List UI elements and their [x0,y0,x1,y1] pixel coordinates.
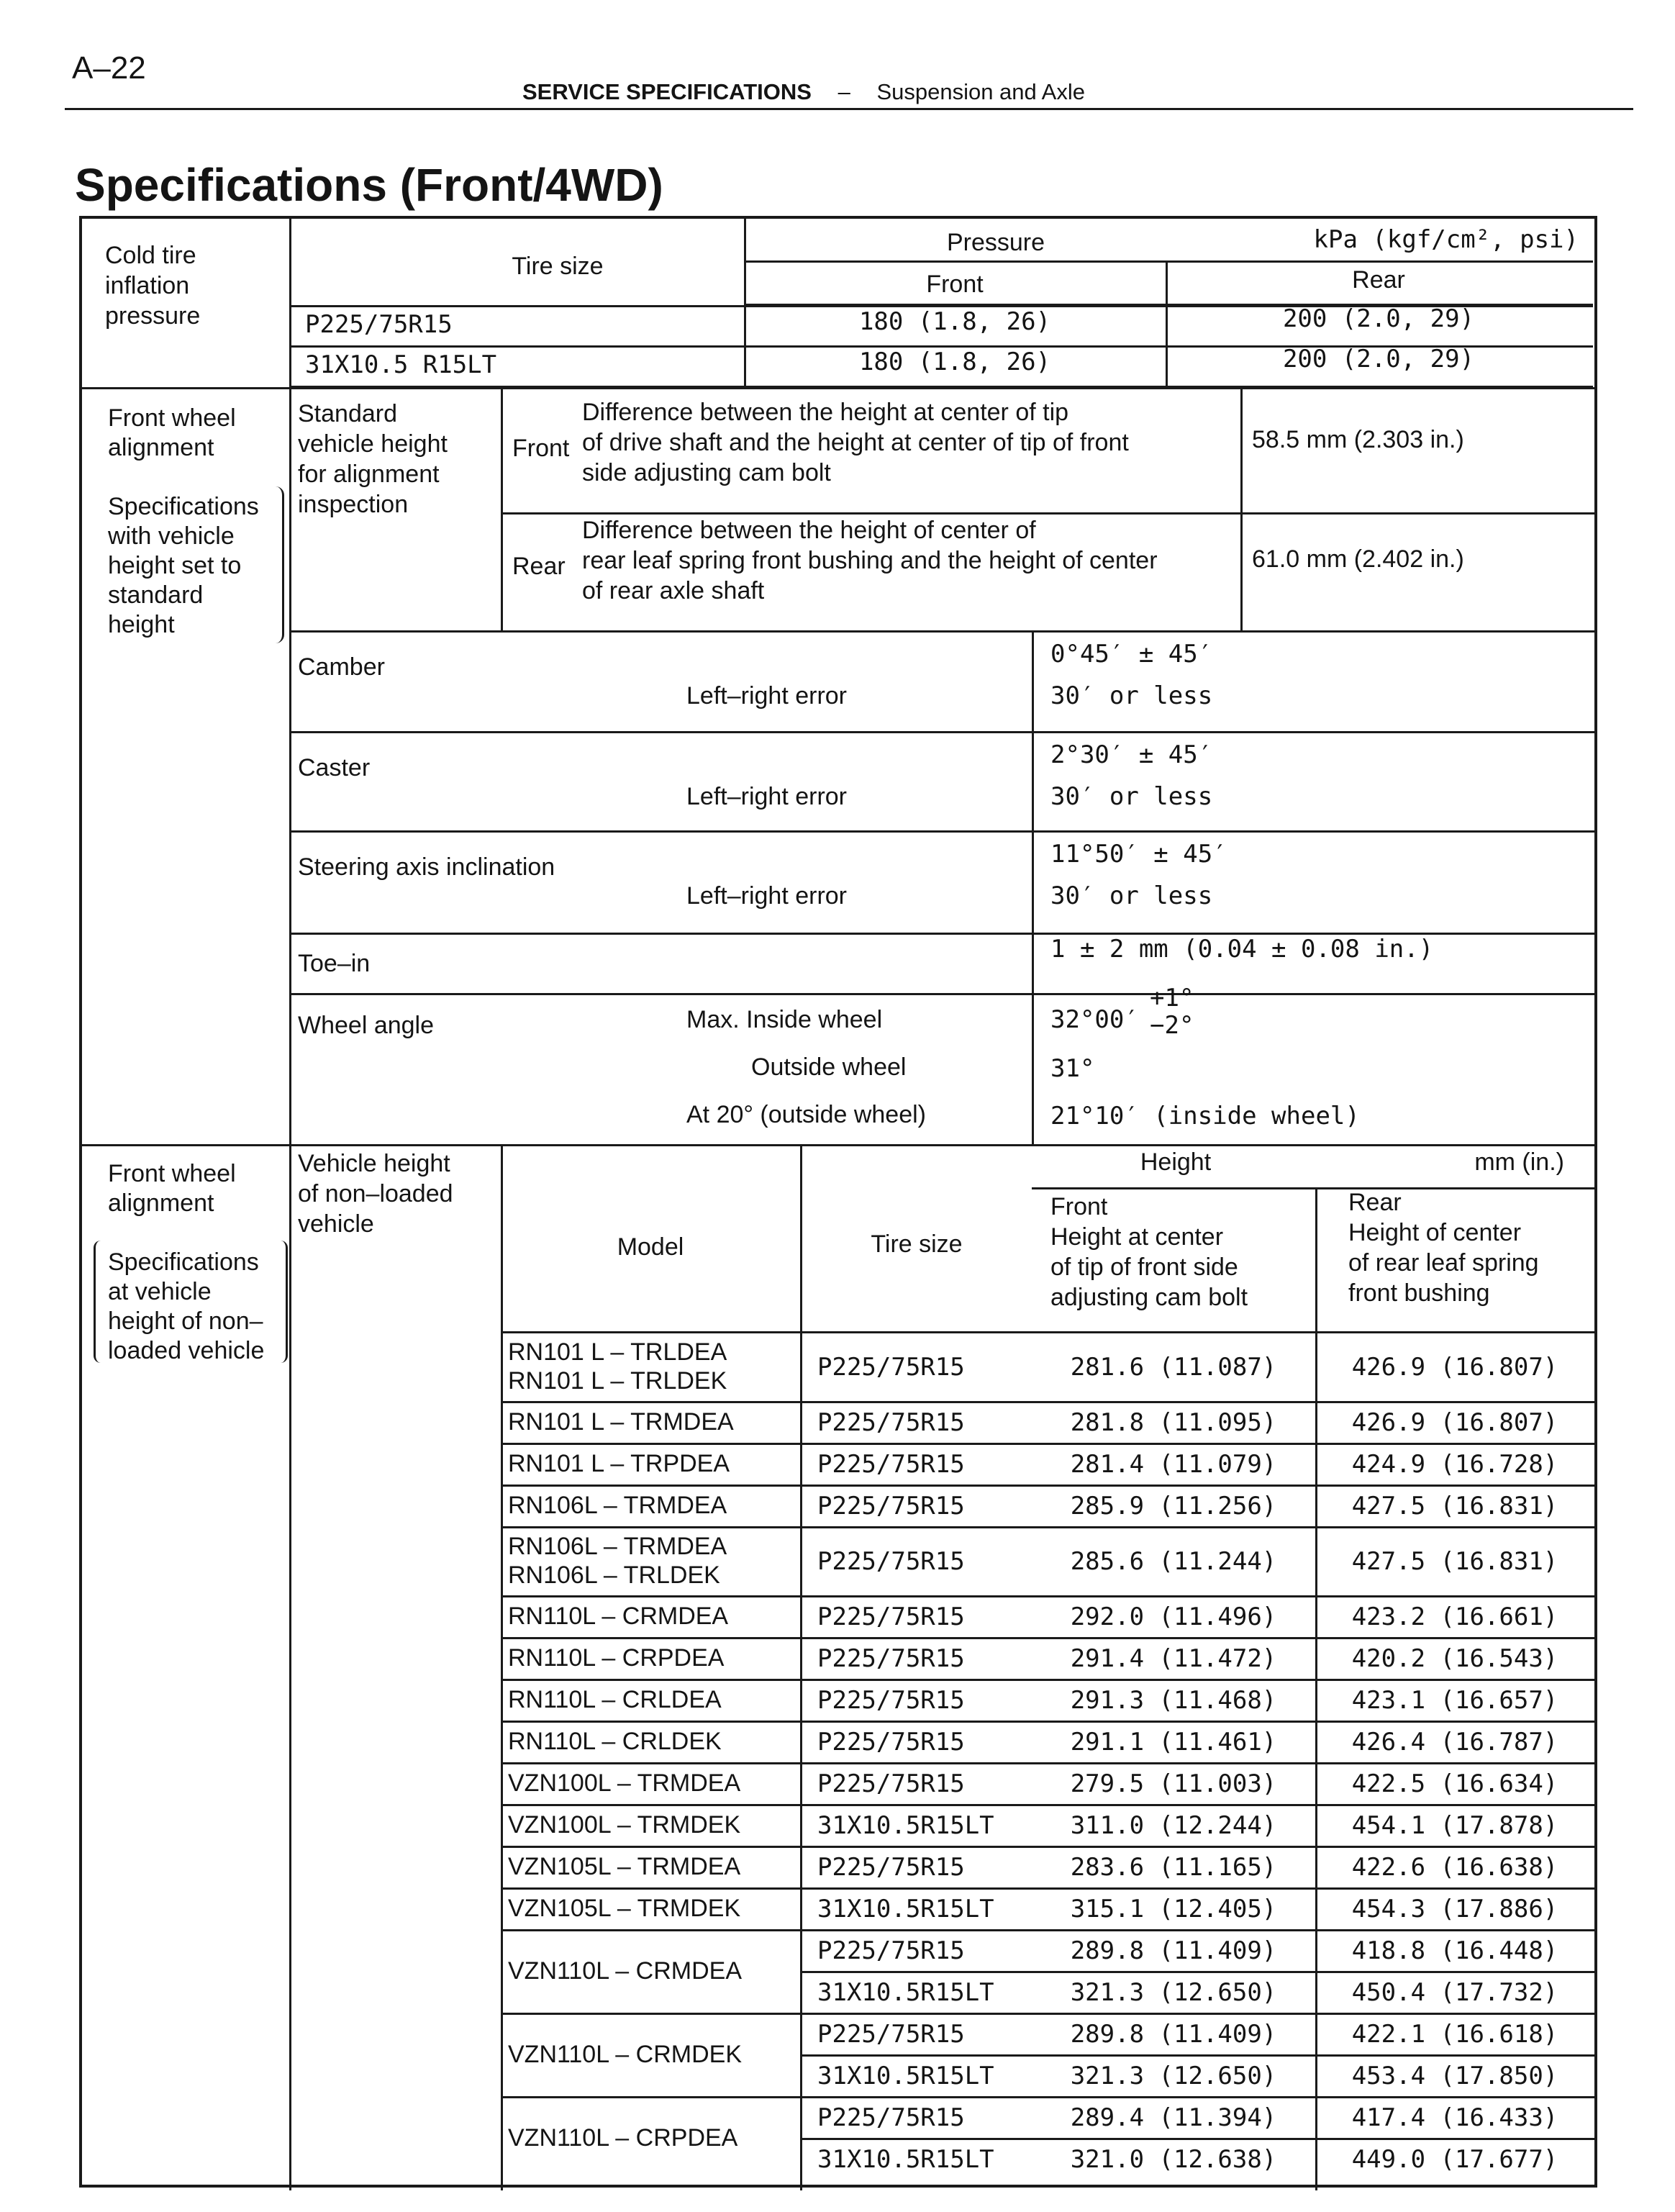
page-number: A–22 [72,50,146,86]
alignment-std-label: height set to [108,552,242,579]
model-cell: RN110L – CRPDEA [508,1644,725,1672]
nonloaded-height-label: of non–loaded [298,1180,453,1207]
header-section: SERVICE SPECIFICATIONS [522,79,812,104]
front-height-cell: 279.5 (11.003) [1070,1769,1277,1798]
inside-angle-value: 32°00′ [1050,1005,1139,1034]
camber-sub: Left–right error [686,682,847,710]
front-height-cell: 289.4 (11.394) [1070,2103,1277,2132]
steering-axis-inclination-label: Steering axis inclination [298,853,555,881]
front-height-cell: 291.3 (11.468) [1070,1686,1277,1715]
row-rule [501,2096,1594,2098]
tire-size-cell: P225/75R15 [817,1603,965,1631]
nonloaded-height-label: Vehicle height [298,1150,450,1177]
front-height-cell: 321.3 (12.650) [1070,2062,1277,2090]
rule-h [501,1331,1594,1333]
tire-pressure-label: inflation [105,272,190,299]
section-rule [82,387,1594,389]
model-cell: RN110L – CRLDEK [508,1728,722,1755]
alignment-std-label: with vehicle [108,522,235,550]
alignment-nonloaded-label: height of non– [108,1307,263,1335]
tire-size-cell: P225/75R15 [817,1853,965,1882]
nonloaded-height-label: vehicle [298,1210,374,1238]
rule-v [1240,387,1243,632]
unit-label: mm (in.) [1474,1148,1564,1176]
at20-label: At 20° (outside wheel) [686,1101,926,1128]
tire-size-cell: P225/75R15 [817,1686,965,1715]
rear-desc: of rear axle shaft [582,577,765,604]
front-height-cell: 291.4 (11.472) [1070,1644,1277,1673]
tire-size-cell: P225/75R15 [817,1547,965,1576]
camber-error-value: 30′ or less [1050,681,1213,710]
alignment-nonloaded-label: alignment [108,1189,214,1217]
outside-label: Outside wheel [751,1053,907,1081]
steering-axis-inclination-value: 11°50′ ± 45′ [1050,840,1227,869]
tire-size-cell: 31X10.5 R15LT [305,350,497,379]
camber-value: 0°45′ ± 45′ [1050,640,1213,668]
front-desc: side adjusting cam bolt [582,459,831,486]
front-height-cell: 311.0 (12.244) [1070,1811,1277,1840]
std-height-label: vehicle height [298,430,448,458]
front-tag: Front [512,435,570,462]
model-cell: VZN110L – CRMDEA [508,1957,742,1985]
front-height-cell: 291.1 (11.461) [1070,1728,1277,1757]
tolerance-minus: −2° [1150,1011,1194,1040]
rule-h [289,630,1594,633]
col-header-front: Front [926,271,984,298]
model-cell: VZN110L – CRMDEK [508,2041,742,2068]
tire-size-cell: 31X10.5R15LT [817,2062,994,2090]
rule-v [501,387,503,632]
std-height-label: for alignment [298,461,440,488]
wheel-angle-label: Wheel angle [298,1012,435,1039]
max-inside-label: Max. Inside wheel [686,1006,883,1033]
at20-value: 21°10′ (inside wheel) [1050,1102,1360,1130]
unit-label: kPa (kgf/cm², psi) [1313,225,1579,254]
rear-height-cell: 423.1 (16.657) [1351,1686,1558,1715]
running-header [522,79,1085,105]
rear-height-cell: 454.3 (17.886) [1351,1895,1558,1923]
front-height-cell: 283.6 (11.165) [1070,1853,1277,1882]
rear-value: 61.0 mm (2.402 in.) [1252,545,1464,573]
camber-label: Camber [298,653,385,681]
rule-h [289,731,1594,733]
alignment-nonloaded-label: loaded vehicle [108,1337,265,1364]
rear-height-cell: 426.9 (16.807) [1351,1353,1558,1382]
tire-size-cell: 31X10.5R15LT [817,2145,994,2174]
tire-size-cell: 31X10.5R15LT [817,1978,994,2007]
rear-height-cell: 423.2 (16.661) [1351,1603,1558,1631]
rule-h [289,993,1594,995]
col-header-front: Height at center [1050,1223,1224,1251]
model-cell: RN101 L – TRPDEA [508,1450,730,1477]
col-header-rear: of rear leaf spring [1348,1249,1539,1277]
row-rule [501,1526,1594,1528]
alignment-nonloaded-label: at vehicle [108,1278,212,1305]
spec-table [79,216,1597,2188]
model-cell: VZN105L – TRMDEA [508,1853,741,1880]
row-rule [501,1721,1594,1723]
tire-size-cell: 31X10.5R15LT [817,1811,994,1840]
tire-size-cell: P225/75R15 [817,1353,965,1382]
row-rule [501,1804,1594,1806]
outside-angle-value: 31° [1050,1054,1095,1083]
rear-height-cell: 453.4 (17.850) [1351,2062,1558,2090]
model-cell: RN101 L – TRLDEK [508,1367,727,1395]
alignment-std-label: alignment [108,434,214,461]
rear-desc: rear leaf spring front bushing and the height of center [582,547,1158,574]
front-desc: Difference between the height at center of tip [582,399,1069,426]
tire-size-cell: P225/75R15 [817,1408,965,1437]
header-dash: – [838,79,850,104]
header-rule [65,108,1633,110]
caster-label: Caster [298,754,371,781]
col-header-tire-size: Tire size [512,253,604,280]
front-height-cell: 281.6 (11.087) [1070,1353,1277,1382]
row-rule [501,2013,1594,2015]
alignment-nonloaded-label: Specifications [108,1248,259,1276]
tire-size-cell: P225/75R15 [817,1769,965,1798]
rear-height-cell: 450.4 (17.732) [1351,1978,1558,2007]
col-header-front: adjusting cam bolt [1050,1284,1248,1311]
front-pressure-cell: 180 (1.8, 26) [858,348,1051,376]
model-cell: RN106L – TRMDEA [508,1492,727,1519]
model-cell: RN101 L – TRLDEA [508,1338,727,1366]
col-header-model: Model [617,1233,684,1261]
front-height-cell: 289.8 (11.409) [1070,2020,1277,2049]
rear-height-cell: 422.6 (16.638) [1351,1853,1558,1882]
steering-axis-inclination-sub: Left–right error [686,882,847,910]
rear-tag: Rear [512,553,566,580]
alignment-std-label: Specifications [108,493,259,520]
caster-value: 2°30′ ± 45′ [1050,740,1213,769]
row-rule [501,1637,1594,1639]
tire-size-cell: P225/75R15 [817,1644,965,1673]
col-header-pressure: Pressure [946,229,1045,256]
bracket [271,486,284,643]
rear-height-cell: 426.4 (16.787) [1351,1728,1558,1757]
tire-size-cell: P225/75R15 [817,1492,965,1520]
tire-size-cell: P225/75R15 [817,2020,965,2049]
rear-height-cell: 449.0 (17.677) [1351,2145,1558,2174]
front-pressure-cell: 180 (1.8, 26) [858,307,1051,336]
caster-error-value: 30′ or less [1050,782,1213,811]
tolerance-plus: +1° [1150,984,1194,1012]
col-header-rear: Rear [1352,266,1405,294]
rear-height-cell: 427.5 (16.831) [1351,1547,1558,1576]
rule-h [501,512,1594,515]
tire-size-cell: P225/75R15 [817,1450,965,1479]
front-desc: of drive shaft and the height at center of tip of front [582,429,1129,456]
model-cell: VZN100L – TRMDEK [508,1811,741,1839]
model-cell: VZN100L – TRMDEA [508,1769,741,1797]
col-header-tire-size: Tire size [871,1230,963,1258]
front-height-cell: 321.0 (12.638) [1070,2145,1277,2174]
tire-size-cell: 31X10.5R15LT [817,1895,994,1923]
alignment-std-label: standard [108,581,204,609]
rear-pressure-cell: 200 (2.0, 29) [1282,304,1475,333]
alignment-nonloaded-label: Front wheel [108,1160,236,1187]
front-height-cell: 321.3 (12.650) [1070,1978,1277,2007]
front-height-cell: 315.1 (12.405) [1070,1895,1277,1923]
rule-v [501,1144,503,2190]
rule-v [289,387,291,2190]
caster-sub: Left–right error [686,783,847,810]
model-cell: RN101 L – TRMDEA [508,1408,734,1436]
row-rule [800,2054,1594,2057]
rear-height-cell: 424.9 (16.728) [1351,1450,1558,1479]
row-rule [501,1679,1594,1681]
tire-pressure-label: Cold tire [105,242,196,269]
rear-pressure-cell: 200 (2.0, 29) [1282,345,1475,373]
std-height-label: inspection [298,491,409,518]
header-subsection: Suspension and Axle [876,79,1085,104]
row-rule [501,1401,1594,1403]
row-rule [800,2138,1594,2140]
alignment-std-label: Front wheel [108,404,236,432]
tire-size-cell: P225/75R15 [817,1936,965,1965]
row-rule [501,1595,1594,1597]
row-rule [501,1887,1594,1890]
toe-in-value: 1 ± 2 mm (0.04 ± 0.08 in.) [1050,935,1434,964]
rear-height-cell: 420.2 (16.543) [1351,1644,1558,1673]
col-header-rear: Height of center [1348,1219,1522,1246]
model-cell: VZN105L – TRMDEK [508,1895,741,1922]
model-cell: VZN110L – CRPDEA [508,2124,738,2152]
model-cell: RN106L – TRMDEA [508,1533,727,1560]
col-header-height: Height [1140,1148,1212,1176]
col-rule-1 [289,219,291,387]
front-value: 58.5 mm (2.303 in.) [1252,426,1464,453]
row-rule [800,1971,1594,1973]
rear-height-cell: 417.4 (16.433) [1351,2103,1558,2132]
row-rule [501,1485,1594,1487]
rear-height-cell: 454.1 (17.878) [1351,1811,1558,1840]
rear-height-cell: 426.9 (16.807) [1351,1408,1558,1437]
rule-h [744,260,1593,263]
front-height-cell: 292.0 (11.496) [1070,1603,1277,1631]
tire-pressure-label: pressure [105,302,201,330]
front-height-cell: 281.8 (11.095) [1070,1408,1277,1437]
row-rule [501,1846,1594,1848]
alignment-std-label: height [108,611,175,638]
tire-size-cell: P225/75R15 [817,2103,965,2132]
rule-h [289,830,1594,833]
col-header-front: of tip of front side [1050,1254,1238,1281]
tire-size-cell: P225/75R15 [305,310,453,339]
std-height-label: Standard [298,400,397,427]
rear-height-cell: 422.5 (16.634) [1351,1769,1558,1798]
section-rule [82,1144,1594,1146]
front-height-cell: 281.4 (11.079) [1070,1450,1277,1479]
tire-size-cell: P225/75R15 [817,1728,965,1757]
row-rule [501,1443,1594,1445]
rear-height-cell: 427.5 (16.831) [1351,1492,1558,1520]
value-col-rule [1032,630,1034,1144]
model-cell: RN110L – CRMDEA [508,1603,729,1630]
rear-height-cell: 418.8 (16.448) [1351,1936,1558,1965]
rule-h [1032,1187,1594,1189]
toe-in-label: Toe–in [298,950,371,977]
row-rule [501,1929,1594,1931]
front-height-cell: 285.9 (11.256) [1070,1492,1277,1520]
model-cell: RN110L – CRLDEA [508,1686,722,1713]
front-height-cell: 289.8 (11.409) [1070,1936,1277,1965]
col-header-front: Front [1050,1193,1108,1220]
model-cell: RN106L – TRLDEK [508,1561,720,1589]
page-title: Specifications (Front/4WD) [75,159,663,211]
rear-height-cell: 422.1 (16.618) [1351,2020,1558,2049]
steering-axis-inclination-error-value: 30′ or less [1050,881,1213,910]
rear-desc: Difference between the height of center of [582,517,1036,544]
row-rule [501,1762,1594,1764]
col-header-rear: front bushing [1348,1279,1490,1307]
bracket [94,1241,288,1363]
front-height-cell: 285.6 (11.244) [1070,1547,1277,1576]
col-header-rear: Rear [1348,1189,1402,1216]
